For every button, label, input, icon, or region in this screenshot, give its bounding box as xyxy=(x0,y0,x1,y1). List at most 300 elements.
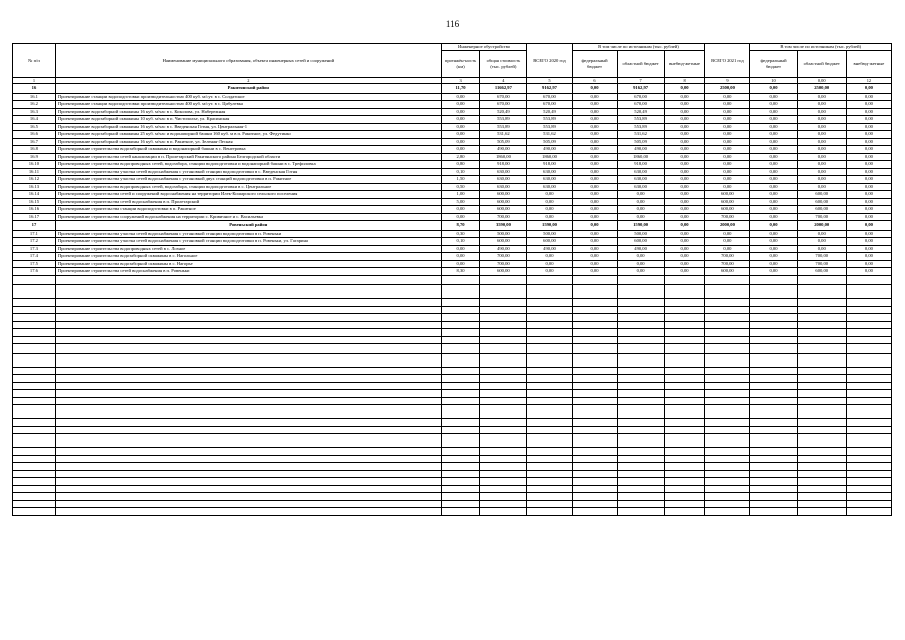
row-name xyxy=(55,419,441,427)
row-value xyxy=(441,419,480,427)
row-value xyxy=(664,375,705,383)
row-value: 0,00 xyxy=(846,161,891,169)
row-name: Проектирование станции водоподготовки производительностью 400 куб. м/сут. в с. Цибулевка xyxy=(55,101,441,109)
header-fed: федеральный бюджет xyxy=(572,50,617,77)
row-value xyxy=(797,463,846,471)
row-value xyxy=(797,419,846,427)
table-row xyxy=(13,329,892,337)
row-value xyxy=(705,299,750,307)
row-value xyxy=(572,275,617,285)
row-value: 0,00 xyxy=(527,213,572,221)
row-value: 0,00 xyxy=(572,260,617,268)
row-value: 0,00 xyxy=(705,108,750,116)
row-value xyxy=(617,275,664,285)
row-value: 700,00 xyxy=(480,213,527,221)
row-value xyxy=(617,390,664,398)
table-row xyxy=(13,405,892,419)
row-value xyxy=(527,321,572,329)
row-value xyxy=(572,344,617,354)
row-value xyxy=(750,299,797,307)
row-value xyxy=(750,493,797,501)
row-value xyxy=(705,382,750,390)
row-name: Ровеньский район xyxy=(55,221,441,231)
table-row xyxy=(13,382,892,390)
row-value xyxy=(846,426,891,434)
row-name: Проектирование строительства водопроводных сетей, водозабора, станции водоподготовки в с. Центральное xyxy=(55,183,441,191)
row-value xyxy=(705,306,750,314)
row-code: 17 xyxy=(13,221,56,231)
row-value: 0,00 xyxy=(441,253,480,261)
row-value: 1590,00 xyxy=(527,221,572,231)
row-value xyxy=(797,275,846,285)
row-value xyxy=(527,285,572,299)
row-value: 0,00 xyxy=(750,253,797,261)
row-value: 0,00 xyxy=(846,221,891,231)
header-group-src-2020: В том числе по источникам (тыс. рублей) xyxy=(572,44,705,51)
row-value xyxy=(527,336,572,344)
row-value xyxy=(705,500,750,508)
row-name xyxy=(55,448,441,456)
row-value: 600,00 xyxy=(705,268,750,276)
row-name: Проектирование водозаборной скважины 25 куб. м/час и водонапорной башни 160 куб. м в п. Ракитное, ул. Федутинко xyxy=(55,131,441,139)
row-code xyxy=(13,390,56,398)
row-value: 2500,00 xyxy=(705,84,750,94)
row-value: 0,00 xyxy=(797,168,846,176)
row-value xyxy=(846,367,891,375)
row-value xyxy=(527,390,572,398)
row-value: 0,50 xyxy=(441,183,480,191)
row-value: 1,50 xyxy=(441,176,480,184)
row-value xyxy=(527,485,572,493)
table-row xyxy=(13,176,892,184)
row-value xyxy=(480,285,527,299)
row-code xyxy=(13,285,56,299)
table-row xyxy=(13,198,892,206)
row-value: 490,00 xyxy=(527,245,572,253)
table-row xyxy=(13,213,892,221)
row-value: 630,00 xyxy=(617,168,664,176)
row-code: 16.9 xyxy=(13,153,56,161)
row-value xyxy=(572,485,617,493)
row-value: 0,00 xyxy=(572,108,617,116)
row-value xyxy=(480,336,527,344)
row-value: 0,00 xyxy=(705,123,750,131)
row-name xyxy=(55,463,441,471)
table-row xyxy=(13,321,892,329)
row-value xyxy=(846,478,891,486)
row-code: 17.1 xyxy=(13,230,56,238)
row-value xyxy=(617,463,664,471)
table-row xyxy=(13,168,892,176)
row-code: 16.6 xyxy=(13,131,56,139)
row-value xyxy=(705,329,750,337)
row-value xyxy=(664,367,705,375)
row-value xyxy=(572,448,617,456)
row-value xyxy=(846,285,891,299)
row-value: 0,00 xyxy=(846,183,891,191)
row-value xyxy=(664,485,705,493)
row-name xyxy=(55,344,441,354)
row-name xyxy=(55,382,441,390)
row-value xyxy=(617,493,664,501)
row-code xyxy=(13,299,56,307)
row-code xyxy=(13,508,56,516)
row-value xyxy=(705,397,750,405)
row-value xyxy=(750,306,797,314)
row-value xyxy=(572,382,617,390)
row-value xyxy=(572,314,617,322)
row-value xyxy=(750,470,797,478)
row-value xyxy=(441,336,480,344)
row-value xyxy=(750,508,797,516)
row-value xyxy=(617,500,664,508)
table-row xyxy=(13,306,892,314)
row-name: Проектирование строительства водопроводных сетей, водозабора, станции водоподготовки и водонапорной башни в с. Трефиловка xyxy=(55,161,441,169)
row-value: 0,00 xyxy=(572,213,617,221)
row-value: 0,00 xyxy=(617,213,664,221)
row-value: 553,89 xyxy=(617,116,664,124)
row-value: 3590,00 xyxy=(480,221,527,231)
row-value xyxy=(664,405,705,419)
row-name xyxy=(55,390,441,398)
row-name xyxy=(55,405,441,419)
row-code xyxy=(13,419,56,427)
row-name: Проектирование строительства станции водоподготовки в п. Ракитное xyxy=(55,206,441,214)
row-value xyxy=(664,344,705,354)
column-number: 4 xyxy=(480,77,527,84)
row-value xyxy=(797,353,846,367)
row-value: 670,00 xyxy=(480,93,527,101)
row-value xyxy=(527,426,572,434)
row-name: Проектирование строительства водозаборной скважины и водонапорной башни в с. Венгеровка xyxy=(55,146,441,154)
row-value xyxy=(527,299,572,307)
row-value: 0,00 xyxy=(664,168,705,176)
row-value xyxy=(572,455,617,463)
header-num: № п/п xyxy=(13,44,56,78)
row-code xyxy=(13,448,56,456)
row-value: 0,00 xyxy=(750,138,797,146)
row-value xyxy=(750,353,797,367)
row-value xyxy=(664,500,705,508)
header-reg: областной бюджет xyxy=(617,50,664,77)
row-value: 600,00 xyxy=(480,206,527,214)
row-value xyxy=(705,336,750,344)
row-value: 0,00 xyxy=(572,153,617,161)
row-value: 0,00 xyxy=(750,153,797,161)
row-value: 600,00 xyxy=(480,191,527,199)
row-code xyxy=(13,463,56,471)
row-value xyxy=(664,321,705,329)
row-value: 0,00 xyxy=(750,230,797,238)
row-value xyxy=(664,353,705,367)
row-value: 0,00 xyxy=(441,101,480,109)
row-code: 16.5 xyxy=(13,123,56,131)
row-value: 490,00 xyxy=(527,146,572,154)
row-value: 0,00 xyxy=(846,268,891,276)
row-name: Проектирование водозаборной скважины 10 куб. м/час в п. Чистополье, ул. Красинская xyxy=(55,116,441,124)
row-value: 0,00 xyxy=(664,131,705,139)
row-value: 600,00 xyxy=(480,268,527,276)
row-value: 0,00 xyxy=(664,161,705,169)
row-value: 630,00 xyxy=(617,183,664,191)
row-value: 0,00 xyxy=(441,245,480,253)
row-value: 670,00 xyxy=(617,101,664,109)
header-extra-2021: внебюд-жетные xyxy=(846,50,891,77)
row-name: Проектирование строительства сетей водоснабжения в п. Ровеньки xyxy=(55,268,441,276)
row-value xyxy=(527,478,572,486)
row-code xyxy=(13,426,56,434)
row-value: 670,00 xyxy=(527,93,572,101)
row-value xyxy=(527,419,572,427)
row-value: 0,00 xyxy=(572,221,617,231)
row-value xyxy=(750,397,797,405)
row-name xyxy=(55,314,441,322)
row-value xyxy=(441,508,480,516)
row-value: 0,00 xyxy=(441,123,480,131)
row-value xyxy=(617,321,664,329)
row-value: 0,00 xyxy=(572,138,617,146)
row-name xyxy=(55,485,441,493)
row-name: Проектирование строительства участка сетей водоснабжения с установкой двух станций водоподготовки в п. Ракитное xyxy=(55,176,441,184)
row-value: 700,00 xyxy=(480,260,527,268)
header-fed-2021: федеральный бюджет xyxy=(750,50,797,77)
row-value xyxy=(705,405,750,419)
row-value: 11,70 xyxy=(441,84,480,94)
row-value: 0,00 xyxy=(664,221,705,231)
row-value: 0,00 xyxy=(664,253,705,261)
row-value xyxy=(750,463,797,471)
row-value xyxy=(705,463,750,471)
row-value xyxy=(617,455,664,463)
row-value xyxy=(705,344,750,354)
row-value: 0,00 xyxy=(705,153,750,161)
row-name: Проектирование строительства сетей канализации в п. Пролетарский Ракитянского района Белгородской области xyxy=(55,153,441,161)
row-value: 0,00 xyxy=(750,198,797,206)
table-row xyxy=(13,375,892,383)
row-value xyxy=(572,367,617,375)
row-value: 0,00 xyxy=(664,123,705,131)
row-value xyxy=(797,336,846,344)
row-value xyxy=(480,367,527,375)
row-value xyxy=(846,314,891,322)
row-value: 0,00 xyxy=(846,230,891,238)
row-value: 1860,00 xyxy=(617,153,664,161)
table-row xyxy=(13,419,892,427)
row-value xyxy=(705,275,750,285)
row-value xyxy=(664,329,705,337)
row-value: 0,00 xyxy=(846,101,891,109)
row-value xyxy=(572,405,617,419)
table-row xyxy=(13,268,892,276)
row-code: 16 xyxy=(13,84,56,94)
row-code: 16.3 xyxy=(13,108,56,116)
row-value xyxy=(705,285,750,299)
row-code xyxy=(13,321,56,329)
row-value xyxy=(480,397,527,405)
row-value: 0,00 xyxy=(527,268,572,276)
row-code: 16.13 xyxy=(13,183,56,191)
row-value xyxy=(846,508,891,516)
table-row xyxy=(13,183,892,191)
row-value xyxy=(797,367,846,375)
row-value: 0,00 xyxy=(441,260,480,268)
row-name: Проектирование строительства сетей водоснабжения в п. Пролетарский xyxy=(55,198,441,206)
column-number: 10 xyxy=(750,77,797,84)
row-code: 16.8 xyxy=(13,146,56,154)
row-value: 0,00 xyxy=(797,93,846,101)
row-value xyxy=(572,397,617,405)
row-value xyxy=(527,344,572,354)
row-value: 918,00 xyxy=(527,161,572,169)
header-group-eng: Инженерное обустройство xyxy=(441,44,527,51)
row-name: Проектирование строительства участка сетей водоснабжения с установкой станции водоподготовки в п. Ровеньки, ул. Гагарина xyxy=(55,238,441,246)
row-value: 0,80 xyxy=(441,161,480,169)
row-value xyxy=(527,306,572,314)
row-value: 600,00 xyxy=(480,238,527,246)
row-value xyxy=(617,314,664,322)
row-value xyxy=(797,426,846,434)
row-value: 0,00 xyxy=(846,191,891,199)
row-value xyxy=(617,353,664,367)
row-value: 630,00 xyxy=(480,176,527,184)
row-value xyxy=(617,336,664,344)
row-value xyxy=(572,478,617,486)
row-value xyxy=(846,448,891,456)
row-code: 17.4 xyxy=(13,253,56,261)
row-value xyxy=(527,500,572,508)
row-value: 700,00 xyxy=(797,253,846,261)
row-value: 11662,97 xyxy=(480,84,527,94)
row-value xyxy=(572,306,617,314)
row-value: 553,89 xyxy=(527,123,572,131)
header-reg-2021: областной бюджет xyxy=(797,50,846,77)
row-value xyxy=(441,285,480,299)
row-value xyxy=(750,329,797,337)
row-value xyxy=(572,285,617,299)
row-value: 9162,97 xyxy=(617,84,664,94)
row-value xyxy=(750,336,797,344)
row-code: 17.6 xyxy=(13,268,56,276)
row-value: 0,00 xyxy=(846,198,891,206)
row-value: 0,00 xyxy=(617,260,664,268)
row-value xyxy=(750,382,797,390)
row-value xyxy=(846,336,891,344)
row-value xyxy=(572,375,617,383)
row-code: 16.14 xyxy=(13,191,56,199)
row-value: 0,00 xyxy=(705,93,750,101)
row-code xyxy=(13,314,56,322)
row-value xyxy=(797,493,846,501)
row-value xyxy=(572,426,617,434)
row-value xyxy=(846,321,891,329)
row-value xyxy=(527,493,572,501)
table-row xyxy=(13,260,892,268)
table-row xyxy=(13,138,892,146)
row-value: 0,10 xyxy=(441,168,480,176)
row-value: 0,00 xyxy=(797,183,846,191)
row-value xyxy=(572,508,617,516)
column-number: 12 xyxy=(846,77,891,84)
row-value xyxy=(441,306,480,314)
row-value xyxy=(797,500,846,508)
row-value: 0,00 xyxy=(846,108,891,116)
row-name xyxy=(55,367,441,375)
row-value: 0,00 xyxy=(572,245,617,253)
row-value xyxy=(705,426,750,434)
row-value: 2000,00 xyxy=(705,221,750,231)
row-name xyxy=(55,285,441,299)
row-value: 0,00 xyxy=(750,206,797,214)
section-row xyxy=(13,275,892,285)
row-value xyxy=(441,344,480,354)
row-value: 700,00 xyxy=(797,260,846,268)
row-value xyxy=(664,275,705,285)
row-value: 0,00 xyxy=(527,191,572,199)
table-row xyxy=(13,367,892,375)
table-row xyxy=(13,191,892,199)
section-row xyxy=(13,84,892,94)
row-value: 0,00 xyxy=(750,101,797,109)
row-value xyxy=(527,367,572,375)
row-value: 0,00 xyxy=(664,213,705,221)
column-number: 7 xyxy=(617,77,664,84)
row-value: 0,00 xyxy=(846,131,891,139)
row-code: 16.7 xyxy=(13,138,56,146)
row-value xyxy=(664,434,705,448)
row-value xyxy=(480,375,527,383)
row-value: 0,00 xyxy=(617,198,664,206)
page-number: 116 xyxy=(445,19,460,29)
row-code: 16.16 xyxy=(13,206,56,214)
row-value xyxy=(480,275,527,285)
row-value xyxy=(846,493,891,501)
table-row xyxy=(13,161,892,169)
row-value: 0,00 xyxy=(750,116,797,124)
row-value xyxy=(617,478,664,486)
row-value: 0,00 xyxy=(705,183,750,191)
row-value: 0,00 xyxy=(750,260,797,268)
table-row xyxy=(13,93,892,101)
row-value: 531,62 xyxy=(480,131,527,139)
row-value xyxy=(441,500,480,508)
row-value: 2000,00 xyxy=(797,221,846,231)
row-value: 0,00 xyxy=(750,123,797,131)
row-name xyxy=(55,375,441,383)
row-code xyxy=(13,455,56,463)
row-value: 1,00 xyxy=(441,191,480,199)
row-value xyxy=(664,419,705,427)
row-value xyxy=(705,508,750,516)
row-value: 0,00 xyxy=(617,191,664,199)
row-value: 0,00 xyxy=(750,168,797,176)
row-value: 531,62 xyxy=(617,131,664,139)
row-value xyxy=(441,275,480,285)
row-value: 0,00 xyxy=(846,84,891,94)
row-value: 0,00 xyxy=(705,176,750,184)
row-value: 600,00 xyxy=(705,198,750,206)
row-value: 0,00 xyxy=(664,206,705,214)
row-name: Проектирование строительства водопроводных сетей в с. Лозное xyxy=(55,245,441,253)
row-value: 0,00 xyxy=(572,116,617,124)
row-value xyxy=(441,329,480,337)
row-value xyxy=(846,299,891,307)
table-row xyxy=(13,500,892,508)
row-value: 5,00 xyxy=(441,198,480,206)
row-value xyxy=(846,485,891,493)
row-value: 505,09 xyxy=(527,138,572,146)
table-row xyxy=(13,478,892,486)
row-name xyxy=(55,353,441,367)
